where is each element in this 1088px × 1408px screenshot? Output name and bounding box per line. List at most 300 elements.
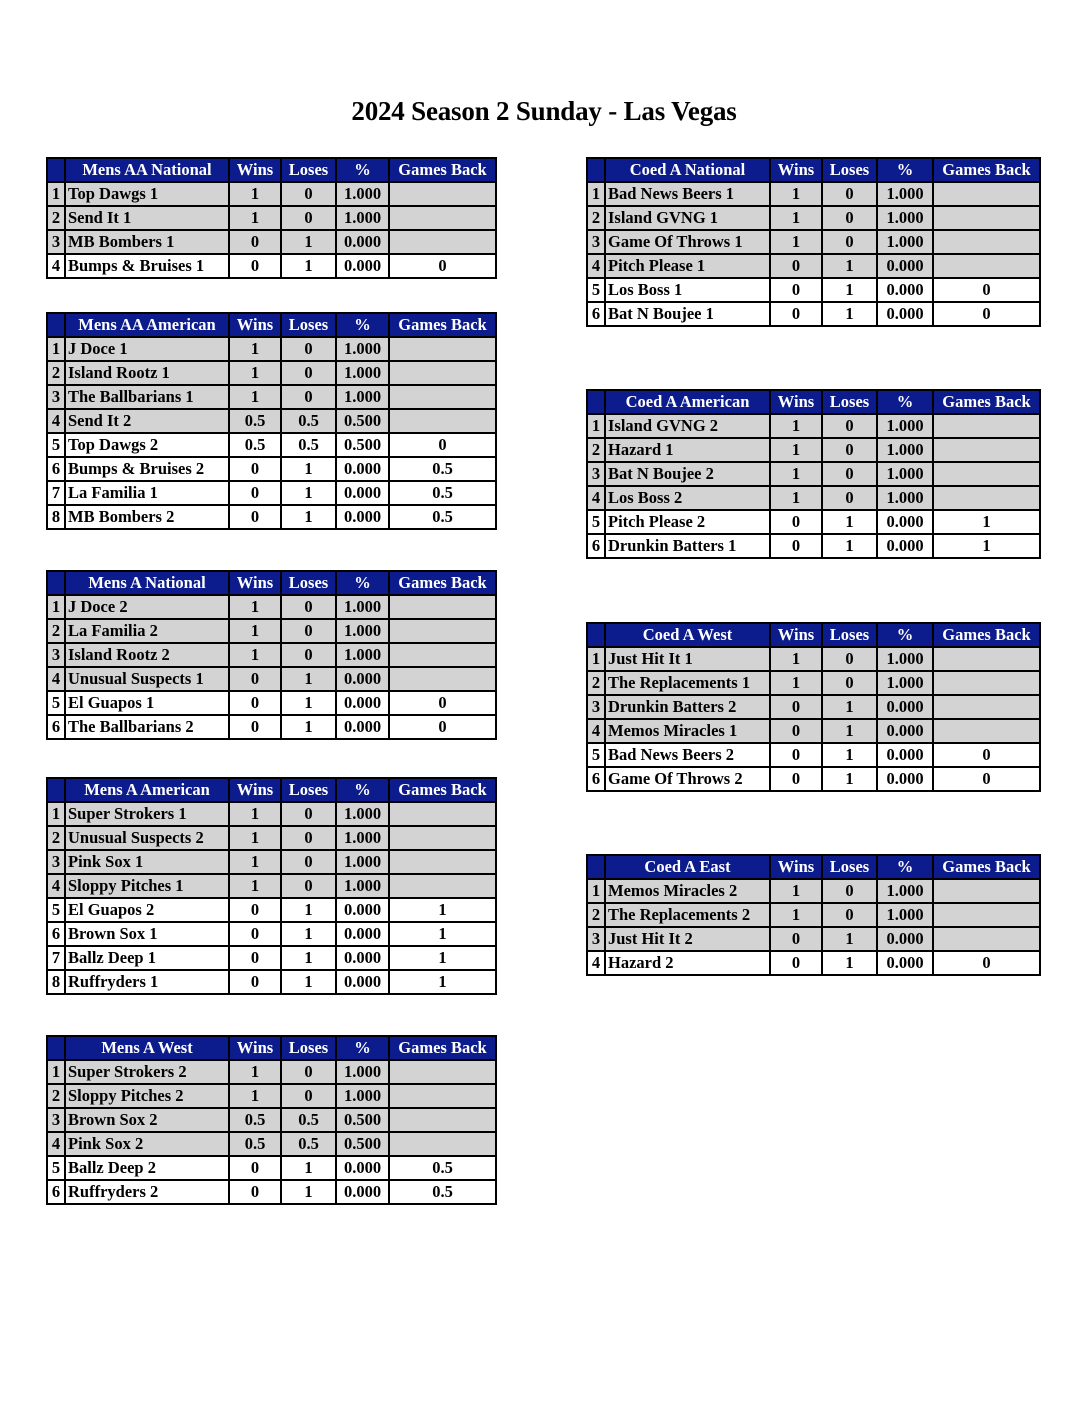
loses-cell: 0	[281, 874, 336, 898]
loses-cell: 0	[281, 826, 336, 850]
rank-cell: 3	[47, 230, 65, 254]
wins-cell: 1	[229, 850, 281, 874]
division-name: Mens A American	[65, 778, 229, 802]
loses-cell: 0	[822, 206, 877, 230]
table-row	[587, 414, 1040, 438]
table-row	[47, 619, 496, 643]
team-cell: Island Rootz 1	[65, 361, 229, 385]
rank-cell: 2	[587, 903, 605, 927]
games-back-cell	[933, 438, 1040, 462]
rank-cell: 3	[47, 1108, 65, 1132]
pct-cell: 1.000	[877, 671, 933, 695]
loses-cell: 1	[281, 230, 336, 254]
rank-cell: 4	[47, 1132, 65, 1156]
games-back-cell	[933, 695, 1040, 719]
pct-cell: 0.000	[877, 719, 933, 743]
team-cell: Ballz Deep 2	[65, 1156, 229, 1180]
table-row	[47, 850, 496, 874]
games-back-cell	[389, 230, 496, 254]
table-row	[587, 462, 1040, 486]
games-back-cell: 0	[933, 767, 1040, 791]
table-row	[587, 534, 1040, 558]
pct-cell: 1.000	[336, 802, 389, 826]
games-back-cell: 0.5	[389, 1156, 496, 1180]
team-cell: Bumps & Bruises 2	[65, 457, 229, 481]
team-cell: Hazard 2	[605, 951, 770, 975]
team-cell: Island GVNG 1	[605, 206, 770, 230]
rank-cell: 3	[587, 230, 605, 254]
games-back-cell	[389, 182, 496, 206]
rank-cell: 6	[47, 715, 65, 739]
loses-cell: 0	[822, 647, 877, 671]
team-cell: Unusual Suspects 2	[65, 826, 229, 850]
team-cell: Bat N Boujee 2	[605, 462, 770, 486]
games-back-cell: 0.5	[389, 481, 496, 505]
wins-cell: 0	[229, 898, 281, 922]
table-row	[47, 1156, 496, 1180]
rank-cell: 4	[47, 874, 65, 898]
standings-table-mens-a-american	[46, 777, 497, 995]
table-row	[47, 337, 496, 361]
loses-cell: 0	[822, 182, 877, 206]
wins-cell: 1	[770, 647, 822, 671]
rank-header	[47, 1036, 65, 1060]
pct-header: %	[336, 1036, 389, 1060]
table-row	[47, 505, 496, 529]
games-back-cell: 0	[933, 302, 1040, 326]
table-row	[587, 879, 1040, 903]
games-back-cell: 0	[933, 951, 1040, 975]
loses-cell: 1	[281, 481, 336, 505]
pct-cell: 1.000	[336, 1060, 389, 1084]
rank-header	[47, 313, 65, 337]
wins-cell: 0	[229, 230, 281, 254]
team-cell: The Replacements 1	[605, 671, 770, 695]
pct-header: %	[336, 313, 389, 337]
team-cell: Memos Miracles 1	[605, 719, 770, 743]
rank-cell: 1	[47, 1060, 65, 1084]
team-cell: Brown Sox 1	[65, 922, 229, 946]
games-back-cell	[389, 802, 496, 826]
games-back-cell: 1	[933, 510, 1040, 534]
wins-cell: 0	[770, 767, 822, 791]
loses-cell: 1	[822, 927, 877, 951]
team-cell: Send It 1	[65, 206, 229, 230]
rank-cell: 2	[47, 826, 65, 850]
table-header-row	[587, 855, 1040, 879]
team-cell: Los Boss 1	[605, 278, 770, 302]
wins-cell: 1	[229, 802, 281, 826]
team-cell: Super Strokers 1	[65, 802, 229, 826]
games-back-cell	[933, 486, 1040, 510]
pct-cell: 1.000	[877, 903, 933, 927]
division-name: Mens AA American	[65, 313, 229, 337]
games-back-cell: 0	[389, 254, 496, 278]
games-back-cell: 1	[389, 946, 496, 970]
pct-cell: 0.000	[336, 481, 389, 505]
rank-cell: 5	[47, 691, 65, 715]
table-row	[47, 206, 496, 230]
rank-cell: 6	[587, 534, 605, 558]
wins-header: Wins	[770, 158, 822, 182]
table-row	[47, 802, 496, 826]
loses-cell: 0	[822, 414, 877, 438]
games-back-cell	[389, 1084, 496, 1108]
wins-header: Wins	[229, 158, 281, 182]
pct-cell: 0.000	[336, 457, 389, 481]
rank-cell: 3	[47, 643, 65, 667]
games-back-cell	[389, 206, 496, 230]
pct-header: %	[877, 855, 933, 879]
team-cell: Drunkin Batters 2	[605, 695, 770, 719]
pct-cell: 1.000	[877, 462, 933, 486]
pct-cell: 1.000	[336, 874, 389, 898]
wins-cell: 0	[229, 254, 281, 278]
loses-header: Loses	[281, 778, 336, 802]
division-name: Coed A East	[605, 855, 770, 879]
pct-cell: 0.000	[877, 534, 933, 558]
games-back-cell	[389, 850, 496, 874]
team-cell: The Replacements 2	[605, 903, 770, 927]
games-back-header: Games Back	[389, 313, 496, 337]
division-name: Mens AA National	[65, 158, 229, 182]
wins-cell: 1	[770, 903, 822, 927]
division-name: Coed A West	[605, 623, 770, 647]
table-row	[47, 433, 496, 457]
games-back-cell	[933, 462, 1040, 486]
wins-cell: 1	[229, 595, 281, 619]
rank-cell: 4	[587, 719, 605, 743]
rank-header	[47, 571, 65, 595]
pct-cell: 1.000	[877, 879, 933, 903]
rank-cell: 3	[587, 462, 605, 486]
games-back-cell	[933, 927, 1040, 951]
wins-cell: 1	[229, 206, 281, 230]
pct-cell: 0.000	[336, 691, 389, 715]
table-header-row	[47, 571, 496, 595]
games-back-cell: 1	[389, 970, 496, 994]
standings-table-coed-a-west	[586, 622, 1041, 792]
table-row	[587, 695, 1040, 719]
games-back-cell	[389, 595, 496, 619]
table-row	[587, 438, 1040, 462]
wins-cell: 0	[770, 719, 822, 743]
loses-cell: 0	[822, 879, 877, 903]
team-cell: Memos Miracles 2	[605, 879, 770, 903]
games-back-header: Games Back	[389, 158, 496, 182]
team-cell: Send It 2	[65, 409, 229, 433]
wins-cell: 0	[229, 667, 281, 691]
loses-cell: 0	[281, 619, 336, 643]
table-row	[587, 671, 1040, 695]
team-cell: Pink Sox 1	[65, 850, 229, 874]
team-cell: Bad News Beers 1	[605, 182, 770, 206]
team-cell: Bad News Beers 2	[605, 743, 770, 767]
wins-cell: 1	[229, 643, 281, 667]
pct-cell: 0.000	[336, 505, 389, 529]
loses-cell: 1	[822, 951, 877, 975]
loses-cell: 1	[822, 302, 877, 326]
table-row	[47, 715, 496, 739]
team-cell: La Familia 2	[65, 619, 229, 643]
loses-cell: 1	[822, 719, 877, 743]
wins-cell: 1	[770, 182, 822, 206]
pct-cell: 0.500	[336, 409, 389, 433]
table-header-row	[47, 1036, 496, 1060]
pct-cell: 1.000	[336, 595, 389, 619]
loses-cell: 1	[822, 534, 877, 558]
table-row	[587, 278, 1040, 302]
loses-cell: 0	[281, 802, 336, 826]
table-row	[587, 903, 1040, 927]
team-cell: Sloppy Pitches 1	[65, 874, 229, 898]
games-back-cell: 0	[933, 743, 1040, 767]
wins-cell: 0	[770, 534, 822, 558]
loses-cell: 1	[822, 510, 877, 534]
loses-cell: 0	[822, 462, 877, 486]
team-cell: Brown Sox 2	[65, 1108, 229, 1132]
pct-cell: 0.000	[336, 970, 389, 994]
loses-cell: 0	[281, 182, 336, 206]
loses-cell: 0	[281, 595, 336, 619]
wins-cell: 1	[229, 182, 281, 206]
team-cell: Hazard 1	[605, 438, 770, 462]
rank-cell: 6	[587, 767, 605, 791]
rank-header	[587, 623, 605, 647]
wins-header: Wins	[770, 390, 822, 414]
team-cell: MB Bombers 1	[65, 230, 229, 254]
pct-cell: 0.500	[336, 1108, 389, 1132]
loses-cell: 1	[822, 254, 877, 278]
wins-cell: 1	[770, 462, 822, 486]
rank-cell: 2	[587, 438, 605, 462]
pct-header: %	[877, 390, 933, 414]
pct-cell: 0.000	[877, 951, 933, 975]
wins-header: Wins	[770, 855, 822, 879]
team-cell: Just Hit It 1	[605, 647, 770, 671]
pct-cell: 1.000	[336, 385, 389, 409]
team-cell: Top Dawgs 1	[65, 182, 229, 206]
loses-cell: 0	[281, 337, 336, 361]
table-row	[47, 826, 496, 850]
loses-cell: 1	[822, 278, 877, 302]
pct-cell: 0.500	[336, 1132, 389, 1156]
games-back-cell	[389, 619, 496, 643]
loses-cell: 0	[822, 230, 877, 254]
rank-cell: 1	[587, 414, 605, 438]
team-cell: The Ballbarians 2	[65, 715, 229, 739]
games-back-header: Games Back	[389, 778, 496, 802]
rank-cell: 6	[587, 302, 605, 326]
pct-cell: 0.000	[336, 898, 389, 922]
table-row	[47, 691, 496, 715]
loses-cell: 0	[822, 486, 877, 510]
games-back-cell	[389, 361, 496, 385]
table-row	[47, 409, 496, 433]
rank-cell: 4	[587, 254, 605, 278]
games-back-cell	[389, 826, 496, 850]
wins-cell: 0.5	[229, 1132, 281, 1156]
standings-table-mens-a-national	[46, 570, 497, 740]
rank-header	[587, 855, 605, 879]
rank-cell: 1	[587, 879, 605, 903]
loses-cell: 0.5	[281, 409, 336, 433]
loses-header: Loses	[281, 571, 336, 595]
loses-cell: 0.5	[281, 1108, 336, 1132]
rank-cell: 5	[47, 898, 65, 922]
pct-cell: 1.000	[877, 486, 933, 510]
table-row	[47, 667, 496, 691]
loses-cell: 1	[281, 1156, 336, 1180]
wins-cell: 0	[770, 510, 822, 534]
rank-cell: 4	[47, 409, 65, 433]
wins-cell: 0	[770, 743, 822, 767]
rank-cell: 2	[587, 671, 605, 695]
rank-cell: 3	[587, 695, 605, 719]
table-row	[47, 898, 496, 922]
pct-cell: 1.000	[336, 361, 389, 385]
wins-cell: 1	[229, 337, 281, 361]
loses-cell: 0	[281, 1084, 336, 1108]
games-back-header: Games Back	[389, 571, 496, 595]
rank-cell: 3	[47, 850, 65, 874]
loses-cell: 1	[822, 695, 877, 719]
pct-cell: 0.000	[336, 1156, 389, 1180]
loses-cell: 1	[281, 970, 336, 994]
pct-cell: 1.000	[336, 826, 389, 850]
team-cell: Drunkin Batters 1	[605, 534, 770, 558]
team-cell: J Doce 2	[65, 595, 229, 619]
standings-table-coed-a-american	[586, 389, 1041, 559]
rank-cell: 3	[47, 385, 65, 409]
games-back-cell	[933, 206, 1040, 230]
rank-header	[587, 390, 605, 414]
rank-cell: 5	[587, 278, 605, 302]
pct-cell: 0.000	[877, 510, 933, 534]
loses-cell: 0	[281, 206, 336, 230]
pct-cell: 1.000	[336, 619, 389, 643]
wins-cell: 0	[229, 922, 281, 946]
games-back-cell: 1	[389, 898, 496, 922]
loses-cell: 1	[822, 743, 877, 767]
wins-cell: 1	[770, 414, 822, 438]
table-row	[47, 230, 496, 254]
rank-cell: 4	[47, 667, 65, 691]
pct-cell: 0.000	[877, 927, 933, 951]
standings-table-mens-aa-national	[46, 157, 497, 279]
rank-cell: 1	[47, 802, 65, 826]
table-row	[47, 1060, 496, 1084]
table-row	[587, 182, 1040, 206]
wins-cell: 0	[770, 254, 822, 278]
loses-header: Loses	[822, 158, 877, 182]
rank-cell: 5	[587, 510, 605, 534]
wins-cell: 0.5	[229, 409, 281, 433]
team-cell: Just Hit It 2	[605, 927, 770, 951]
table-header-row	[587, 158, 1040, 182]
rank-cell: 4	[587, 486, 605, 510]
pct-cell: 1.000	[336, 643, 389, 667]
pct-cell: 0.000	[336, 946, 389, 970]
games-back-cell	[389, 667, 496, 691]
wins-cell: 1	[770, 671, 822, 695]
wins-cell: 1	[229, 1084, 281, 1108]
table-row	[47, 922, 496, 946]
rank-cell: 2	[587, 206, 605, 230]
wins-cell: 1	[229, 619, 281, 643]
pct-cell: 0.000	[877, 278, 933, 302]
pct-cell: 1.000	[336, 337, 389, 361]
rank-cell: 8	[47, 505, 65, 529]
pct-header: %	[336, 158, 389, 182]
loses-cell: 0.5	[281, 433, 336, 457]
table-row	[47, 457, 496, 481]
team-cell: Bumps & Bruises 1	[65, 254, 229, 278]
loses-header: Loses	[281, 313, 336, 337]
team-cell: Pink Sox 2	[65, 1132, 229, 1156]
games-back-cell: 0	[389, 433, 496, 457]
rank-cell: 4	[47, 254, 65, 278]
games-back-header: Games Back	[389, 1036, 496, 1060]
table-row	[587, 719, 1040, 743]
loses-cell: 0.5	[281, 1132, 336, 1156]
pct-cell: 1.000	[877, 647, 933, 671]
loses-cell: 1	[281, 691, 336, 715]
table-row	[47, 970, 496, 994]
wins-cell: 0	[229, 946, 281, 970]
wins-header: Wins	[229, 571, 281, 595]
team-cell: The Ballbarians 1	[65, 385, 229, 409]
pct-cell: 1.000	[877, 438, 933, 462]
rank-cell: 2	[47, 619, 65, 643]
table-row	[587, 927, 1040, 951]
team-cell: Ruffryders 2	[65, 1180, 229, 1204]
rank-cell: 5	[587, 743, 605, 767]
games-back-cell	[933, 230, 1040, 254]
page-title: 2024 Season 2 Sunday - Las Vegas	[351, 96, 737, 126]
wins-cell: 0	[229, 505, 281, 529]
pct-cell: 0.000	[877, 743, 933, 767]
table-row	[47, 481, 496, 505]
table-row	[587, 254, 1040, 278]
table-row	[47, 1108, 496, 1132]
pct-header: %	[336, 571, 389, 595]
rank-cell: 3	[587, 927, 605, 951]
pct-cell: 0.000	[336, 922, 389, 946]
pct-cell: 1.000	[877, 230, 933, 254]
rank-cell: 1	[47, 595, 65, 619]
standings-table-coed-a-national	[586, 157, 1041, 327]
games-back-cell: 0	[389, 715, 496, 739]
wins-cell: 0	[229, 691, 281, 715]
wins-cell: 1	[770, 486, 822, 510]
table-row	[47, 182, 496, 206]
loses-cell: 1	[281, 667, 336, 691]
pct-cell: 0.000	[336, 254, 389, 278]
games-back-cell: 0	[389, 691, 496, 715]
rank-cell: 6	[47, 1180, 65, 1204]
rank-cell: 1	[587, 182, 605, 206]
wins-cell: 0	[770, 695, 822, 719]
pct-header: %	[336, 778, 389, 802]
loses-cell: 1	[281, 1180, 336, 1204]
table-row	[47, 1180, 496, 1204]
team-cell: Pitch Please 2	[605, 510, 770, 534]
team-cell: Top Dawgs 2	[65, 433, 229, 457]
pct-cell: 1.000	[336, 206, 389, 230]
loses-cell: 0	[822, 671, 877, 695]
table-header-row	[587, 390, 1040, 414]
